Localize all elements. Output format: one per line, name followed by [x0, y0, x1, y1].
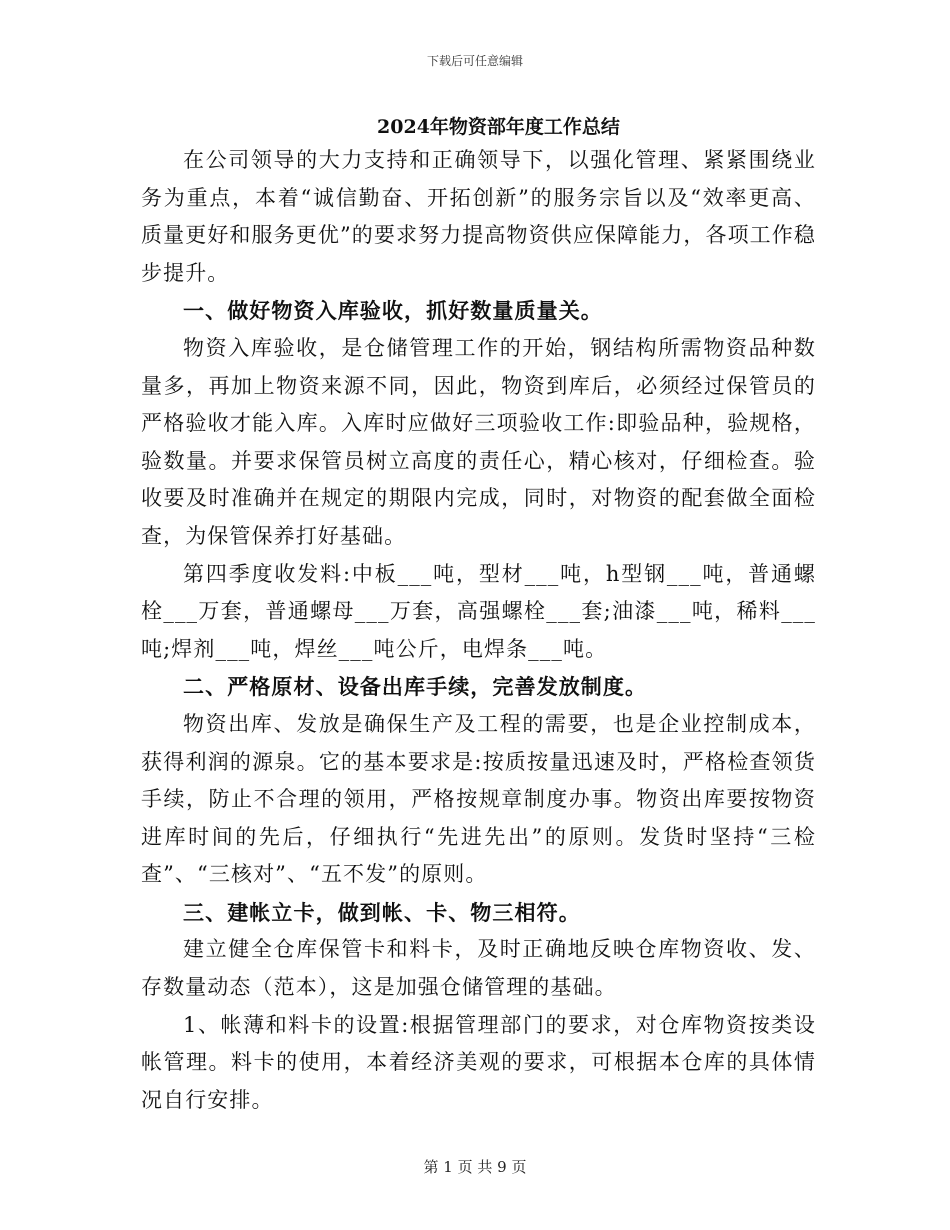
section-3-paragraph-2: 1、帐薄和料卡的设置:根据管理部门的要求，对仓库物资按类设帐管理。料卡的使用，本着经济美观的要求，可根据本仓库的具体情况自行安排。	[141, 1012, 816, 1112]
page-footer: 第 1 页 共 9 页	[423, 1158, 527, 1176]
page-header: 下载后可任意编辑	[426, 54, 523, 68]
section-2-heading: 二、严格原材、设备出库手续，完善发放制度。	[183, 674, 648, 700]
section-1-paragraph-1: 物资入库验收，是仓储管理工作的开始，钢结构所需物资品种数量多，再加上物资来源不同，因此，物资到库后，必须经过保管员的严格验收才能入库。入库时应做好三项验收工作:即验品种，验规格，验数量。并要求保管员树立高度的责任心，精心核对，仔细检查。验收要及时准确并在规定的期限内完成，同时，对物资的配套做全面检查，为保管保养打好基础。	[141, 335, 816, 548]
intro-paragraph: 在公司领导的大力支持和正确领导下，以强化管理、紧紧围绕业务为重点，本着“诚信勤奋、开拓创新”的服务宗旨以及“效率更高、质量更好和服务更优”的要求努力提高物资供应保障能力，各项工作稳步提升。	[141, 148, 816, 285]
section-3-heading: 三、建帐立卡，做到帐、卡、物三相符。	[183, 899, 581, 925]
section-2-paragraph-1: 物资出库、发放是确保生产及工程的需要，也是企业控制成本，获得利润的源泉。它的基本要求是:按质按量迅速及时，严格检查领货手续，防止不合理的领用，严格按规章制度办事。物资出库要按物资进库时间的先后，仔细执行“先进先出”的原则。发货时坚持“三检查”、“三核对”、“五不发”的原则。	[141, 711, 816, 887]
document-title: 2024年物资部年度工作总结	[377, 116, 620, 138]
section-1-paragraph-2: 第四季度收发料:中板___吨，型材___吨，h型钢___吨，普通螺栓___万套，普通螺母___万套，高强螺栓___套;油漆___吨，稀料___吨;焊剂___吨，焊丝___吨公斤，电焊条___吨。	[141, 561, 816, 661]
document-body	[141, 112, 816, 1119]
section-3-paragraph-1: 建立健全仓库保管卡和料卡，及时正确地反映仓库物资收、发、存数量动态（范本），这是加强仓储管理的基础。	[141, 937, 816, 1000]
section-1-heading: 一、做好物资入库验收，抓好数量质量关。	[183, 298, 603, 324]
